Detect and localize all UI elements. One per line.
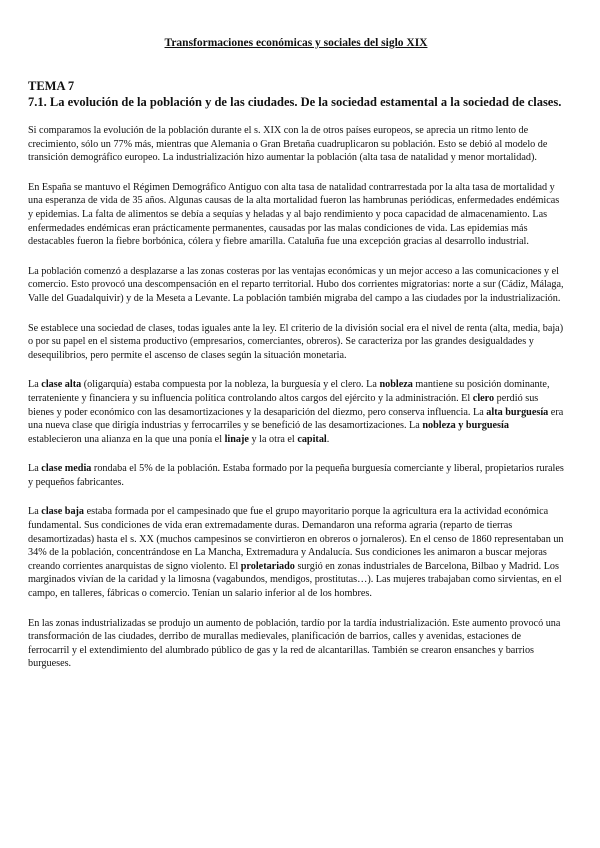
paragraph-text: establecieron una alianza en la que una ponía el <box>28 433 225 445</box>
paragraph <box>28 265 564 306</box>
paragraph-text: Se establece una sociedad de clases, todas iguales ante la ley. El criterio de la división social era el nivel de renta (alta, media, baja) o por su papel en el sistema productivo (empresarios, comerciantes, obreros). Se caracteriza por las grandes desigualdades y desequilibrios, pero permite el ascenso de clases según la situación monetaria. <box>28 322 564 361</box>
paragraph-text: En las zonas industrializadas se produjo un aumento de población, tardío por la tardía industrialización. Este aumento provocó una transformación de las ciudades, derribo de murallas medievales, planificación de barrios, calles y avenidas, estaciones de ferrocarril y el extendimiento del alumbrado público de gas y la red de alcantarillas. También se crearon ensanches y barrios burgueses. <box>28 617 561 670</box>
bold-term: capital <box>297 433 327 445</box>
paragraph-text: La <box>28 463 42 475</box>
paragraph-text: perdió sus bienes y poder económico con las desamortizaciones y la desaparición del diezmo, pero conserva influencia. La <box>28 392 539 418</box>
paragraph-text: . <box>326 433 330 445</box>
bold-term: linaje <box>224 433 249 445</box>
bold-term: nobleza <box>379 379 413 391</box>
paragraph-text: mantiene su posición dominante, terrateniente y financiera y su influencia política controlando altos cargos del ejército y la administración. El <box>28 379 550 404</box>
paragraph-text: estaba formada por el campesinado que fue el grupo mayoritario porque la agricultura era la actividad económica fundamental. Sus condiciones de vida eran extremadamente duras. Demandaron una reforma agraria (reparto de tierras desamortizadas) hasta el s. XX (muchos campesinos se convirtieron en obreros o jornaleros). En el censo de 1860 representaban un 34% de la población, concentrándose en La Mancha, Extremadura y Andalucía. Sus condiciones les animaron a buscar mejoras creando corrientes anarquistas de signo violento. El <box>28 506 564 572</box>
paragraph-text: En España se mantuvo el Régimen Demográfico Antiguo con alta tasa de natalidad contrarrestada por la alta tasa de mortalidad y una esperanza de vida de 35 años. Algunas causas de la alta mortalidad fueron las hambrunas periódicas, enfermedades endémicas y epidemias. La falta de alimentos se debía a sequías y heladas y al bajo rendimiento y poca capacidad de almacenamiento. Las enfermedades endémicas eran prácticamente permanentes, causadas por las malas condiciones de vida. Las epidemias más destacables fueron la fiebre borbónica, cólera y fiebre amarilla. Cataluña fue una excepción gracias al desarrollo industrial. <box>28 181 560 248</box>
document-title: Transformaciones económicas y sociales del siglo XIX <box>164 37 428 49</box>
section-title: 7.1. La evolución de la población y de las ciudades. De la sociedad estamental a la sociedad de clases. <box>28 95 562 109</box>
paragraph-text: La <box>28 379 42 391</box>
bold-term: alta burguesía <box>486 406 549 418</box>
bold-term: clase baja <box>41 506 85 518</box>
paragraph-text: (oligarquía) estaba compuesta por la nobleza, la burguesía y el clero. La <box>81 379 380 391</box>
bold-term: clero <box>472 392 495 404</box>
paragraph <box>28 322 564 363</box>
paragraph <box>28 378 564 446</box>
bold-term: clase media <box>41 463 92 475</box>
paragraph <box>28 181 564 249</box>
paragraph-text: La <box>28 506 42 518</box>
paragraph <box>28 124 564 165</box>
document-body <box>28 124 564 671</box>
paragraph <box>28 462 564 489</box>
paragraph-text: surgió en zonas industriales de Barcelona, Bilbao y Madrid. Los marginados vivían de la caridad y la limosna (vagabundos, mendigos, prostitutas…). Las mujeres trabajaban como sirvientas, en el campo, en talleres, fábricas o comercio. Tenían un salario inferior al de los hombres. <box>28 560 562 600</box>
paragraph-text: era una nueva clase que dirigía industrias y ferrocarriles y se benefició de las desamortizaciones. La <box>28 406 564 432</box>
bold-term: clase alta <box>41 379 82 391</box>
paragraph <box>28 617 564 671</box>
paragraph <box>28 505 564 600</box>
paragraph-text: y la otra el <box>248 433 298 445</box>
paragraph-text: La población comenzó a desplazarse a las zonas costeras por las ventajas económicas y un mejor acceso a las comunicaciones y el comercio. Esto provocó una descompensación en el reparto territorial. Hubo dos corrientes migratorias: norte a sur (Cádiz, Málaga, Valle del Guadalquivir) y de la Meseta a Levante. La población también migraba del campo a las ciudades por la industrialización. <box>28 265 564 304</box>
paragraph-text: Si comparamos la evolución de la población durante el s. XIX con la de otros países europeos, se aprecia un ritmo lento de crecimiento, sólo un 77% más, mientras que Alemania o Gran Bretaña cuadruplicaron su población. Esto se debió al modelo de transición demográfico europeo. La industrialización hizo aumentar la población (alta tasa de natalidad y menor mortalidad). <box>28 125 548 164</box>
bold-term: nobleza y burguesía <box>422 420 509 432</box>
tema-heading: TEMA 7 <box>28 79 75 93</box>
bold-term: proletariado <box>240 560 295 572</box>
paragraph-text: rondaba el 5% de la población. Estaba formado por la pequeña burguesía comerciante y liberal, propietarios rurales y pequeños fabricantes. <box>28 463 564 488</box>
